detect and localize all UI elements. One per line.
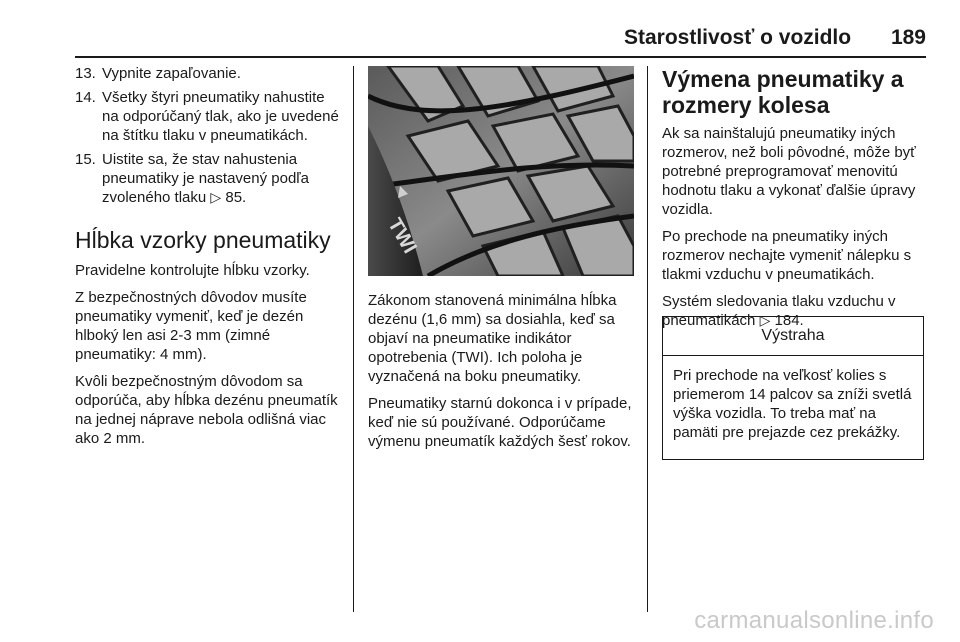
step-number: 15. (75, 151, 96, 168)
paragraph: Pravidelne kontrolujte hĺbku vzorky. (75, 262, 310, 279)
section-heading-tire-change: Výmena pneumatiky a rozmery kolesa (662, 66, 904, 118)
column-2 (368, 291, 634, 459)
section-heading-tread-depth: Hĺbka vzorky pneumatiky (75, 227, 331, 253)
page-number: 189 (890, 26, 926, 49)
step-14 (75, 88, 345, 145)
paragraph: Ak sa nainštalujú pneumatiky iných rozmerov, než boli pôvodné, môže byť potrebné preprogramovať menovitú hodnotu tlaku a vykonať ďalšie úpravy vozidla. (662, 125, 916, 218)
column-divider-left (353, 66, 354, 612)
step-number: 14. (75, 89, 96, 106)
paragraph: Zákonom stanovená minimálna hĺbka dezénu (1,6 mm) sa dosiahla, keď sa objaví na pneumatike indikátor opotrebenia (TWI). Ich poloha je vyznačená na boku pneumatiky. (368, 292, 617, 385)
page-ref-arrow-icon: ▷ (210, 189, 222, 205)
watermark: carmanualsonline.info (694, 607, 934, 634)
header-rule (75, 56, 926, 58)
step-number: 13. (75, 65, 96, 82)
step-text: Uistite sa, že stav nahustenia pneumatiky je nastavený podľa zvoleného tlaku (102, 151, 310, 206)
step-text: Všetky štyri pneumatiky nahustite na odporúčaný tlak, ako je uvedené na štítku tlaku v pneumatikách. (102, 89, 339, 144)
warning-title: Výstraha (663, 317, 923, 356)
column-divider-right (647, 66, 648, 612)
page-ref-link[interactable]: 184. (774, 312, 804, 329)
paragraph: Pneumatiky starnú dokonca i v prípade, keď nie sú používané. Odporúčame výmenu pneumatík každých šesť rokov. (368, 395, 632, 450)
tpms-text: Systém sledovania tlaku vzduchu v pneumatikách (662, 293, 896, 329)
column-3 (662, 64, 924, 338)
page-ref-arrow-icon: ▷ (759, 312, 771, 328)
paragraph: Po prechode na pneumatiky iných rozmerov nechajte vymeniť nálepku s tlakmi vzduchu v pneumatikách. (662, 228, 912, 283)
page-ref-link[interactable]: 85. (225, 189, 247, 206)
tire-tread-illustration (368, 66, 634, 276)
page-header-title: Starostlivosť o vozidlo (624, 26, 852, 49)
procedure-steps (75, 64, 345, 207)
twi-label: TWI (383, 214, 421, 258)
step-text: Vypnite zapaľovanie. (102, 65, 241, 82)
paragraph: Z bezpečnostných dôvodov musíte pneumatiky vymeniť, keď je dezén hlboký len asi 2-3 mm (zimné pneumatiky: 4 mm). (75, 289, 307, 363)
step-13 (75, 64, 345, 83)
column-1 (75, 64, 345, 456)
paragraph: Kvôli bezpečnostným dôvodom sa odporúča, aby hĺbka dezénu pneumatík na jednej náprave nebola odlišná viac ako 2 mm. (75, 373, 338, 447)
warning-box (662, 316, 924, 460)
warning-text: Pri prechode na veľkosť kolies s priemerom 14 palcov sa zníži svetlá výška vozidla. To treba mať na pamäti pre prejazde cez prekážky. (673, 367, 912, 441)
tire-tread-image (368, 66, 634, 276)
step-15 (75, 150, 345, 207)
